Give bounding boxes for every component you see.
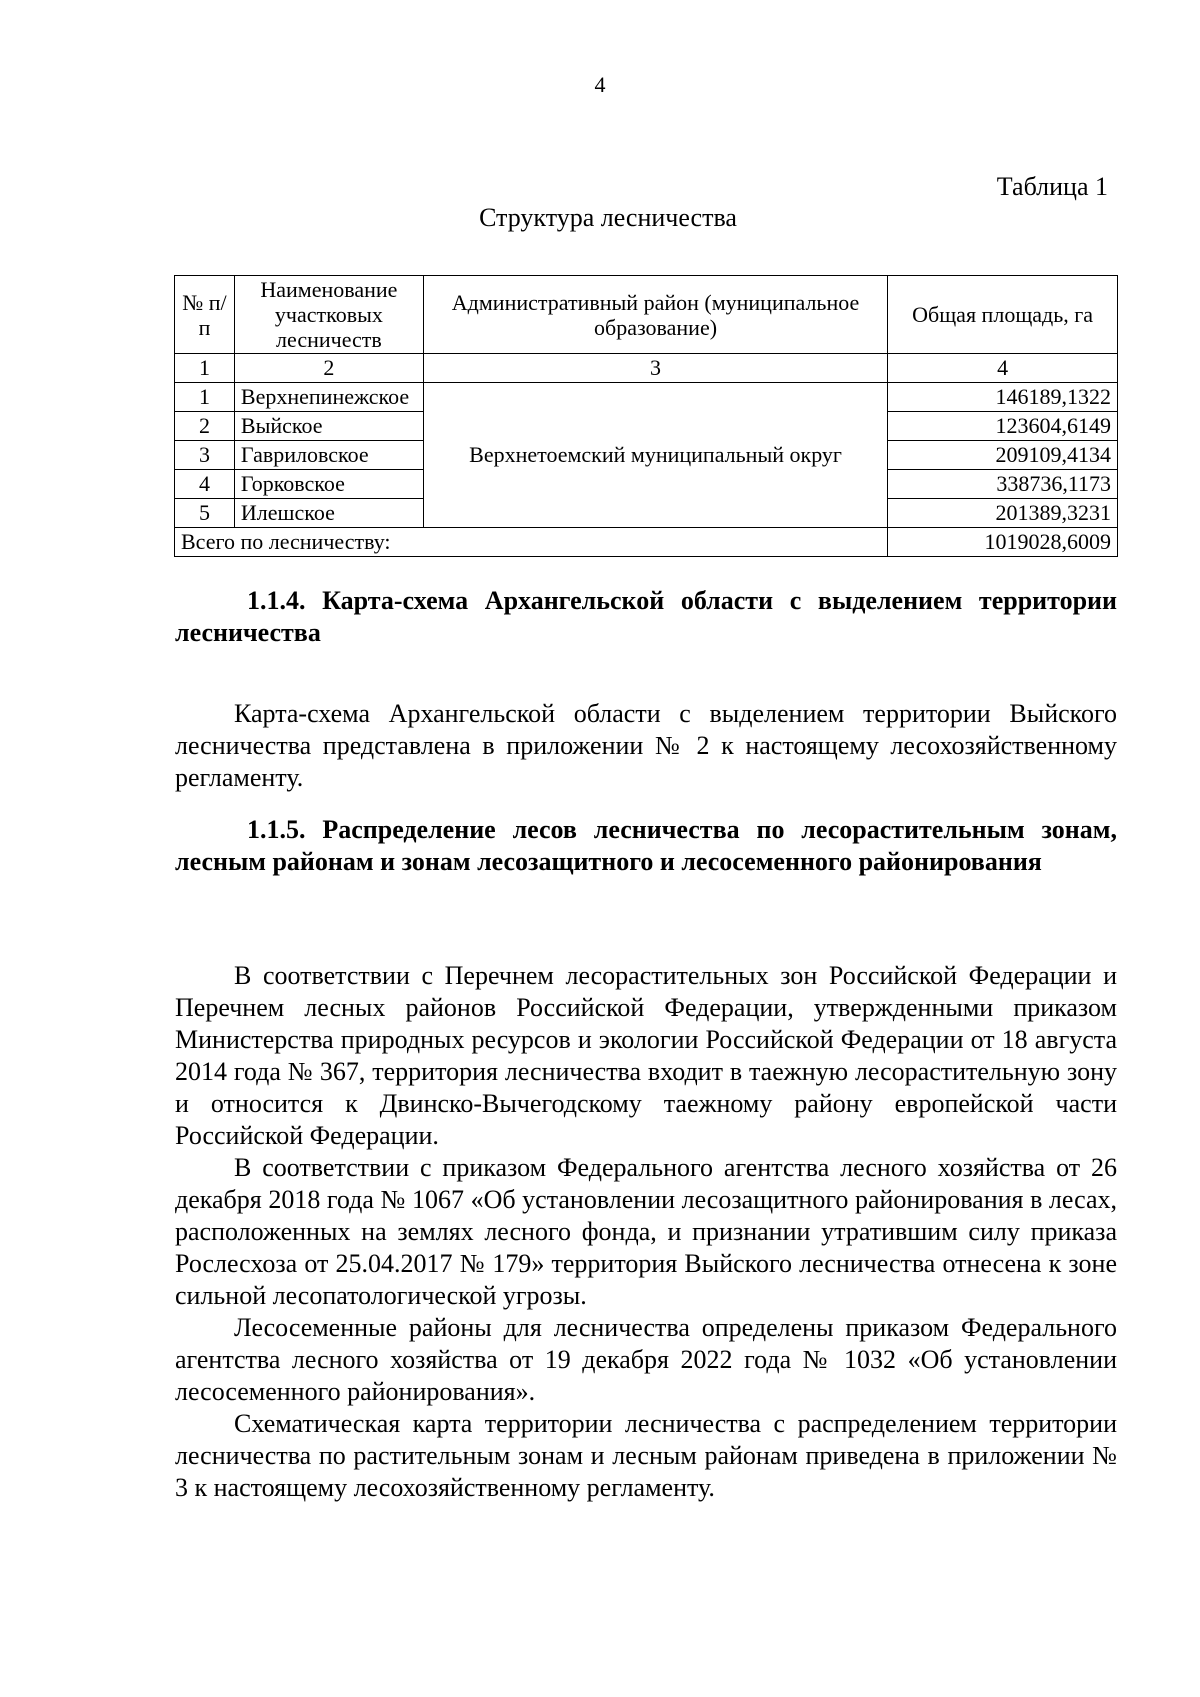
forestry-structure-table bbox=[174, 275, 1118, 557]
row-name: Горковское bbox=[234, 470, 423, 499]
section-115-heading: 1.1.5. Распределение лесов лесничества по лесорастительным зонам, лесным районам и зонам лесозащитного и лесосеменного районирования bbox=[175, 815, 1117, 876]
column-number: 1 bbox=[175, 354, 235, 383]
row-num: 1 bbox=[175, 383, 235, 412]
paragraph: В соответствии с Перечнем лесорастительных зон Российской Федерации и Перечнем лесных районов Российской Федерации, утвержденными приказом Министерства природных ресурсов и экологии Российской Федерации от 18 августа 2014 года № 367, территория лесничества входит в таежную лесорастительную зону и относится к Двинско-Вычегодскому таежному району европейской части Российской Федерации. bbox=[175, 961, 1117, 1150]
row-area: 146189,1322 bbox=[888, 383, 1118, 412]
column-number-row bbox=[175, 354, 1118, 383]
row-name: Илешское bbox=[234, 499, 423, 528]
row-area: 201389,3231 bbox=[888, 499, 1118, 528]
header-area: Общая площадь, га bbox=[888, 276, 1118, 354]
column-number: 2 bbox=[234, 354, 423, 383]
section-114-text: Карта-схема Архангельской области с выделением территории Выйского лесничества представлена в приложении № 2 к настоящему лесохозяйственному регламенту. bbox=[175, 699, 1117, 792]
row-num: 3 bbox=[175, 441, 235, 470]
header-district: Административный район (муниципальное образование) bbox=[423, 276, 887, 354]
table-label: Таблица 1 bbox=[996, 172, 1108, 201]
total-label: Всего по лесничеству: bbox=[175, 528, 888, 557]
row-name: Гавриловское bbox=[234, 441, 423, 470]
column-number: 3 bbox=[423, 354, 887, 383]
page-number: 4 bbox=[594, 72, 606, 97]
column-number: 4 bbox=[888, 354, 1118, 383]
section-114-heading: 1.1.4. Карта-схема Архангельской области с выделением территории лесничества bbox=[175, 586, 1117, 647]
row-num: 4 bbox=[175, 470, 235, 499]
table-row bbox=[175, 383, 1118, 412]
header-num: № п/п bbox=[175, 276, 235, 354]
header-name: Наименование участковых лесничеств bbox=[234, 276, 423, 354]
table-title: Структура лесничества bbox=[479, 203, 737, 232]
row-name: Выйское bbox=[234, 412, 423, 441]
row-num: 2 bbox=[175, 412, 235, 441]
total-area: 1019028,6009 bbox=[888, 528, 1118, 557]
row-area: 123604,6149 bbox=[888, 412, 1118, 441]
paragraph: Лесосеменные районы для лесничества определены приказом Федерального агентства лесного хозяйства от 19 декабря 2022 года № 1032 «Об установлении лесосеменного районирования». bbox=[175, 1313, 1117, 1406]
row-area: 338736,1173 bbox=[888, 470, 1118, 499]
section-115-body bbox=[175, 960, 1117, 1504]
row-district: Верхнетоемский муниципальный округ bbox=[423, 383, 887, 528]
paragraph: Схематическая карта территории лесничества с распределением территории лесничества по растительным зонам и лесным районам приведена в приложении № 3 к настоящему лесохозяйственному регламенту. bbox=[175, 1409, 1117, 1502]
table-total-row bbox=[175, 528, 1118, 557]
table-header-row bbox=[175, 276, 1118, 354]
row-name: Верхнепинежское bbox=[234, 383, 423, 412]
row-area: 209109,4134 bbox=[888, 441, 1118, 470]
row-num: 5 bbox=[175, 499, 235, 528]
paragraph: В соответствии с приказом Федерального агентства лесного хозяйства от 26 декабря 2018 года № 1067 «Об установлении лесозащитного районирования в лесах, расположенных на землях лесного фонда, и признании утратившим силу приказа Рослесхоза от 25.04.2017 № 179» территория Выйского лесничества отнесена к зоне сильной лесопатологической угрозы. bbox=[175, 1153, 1117, 1310]
